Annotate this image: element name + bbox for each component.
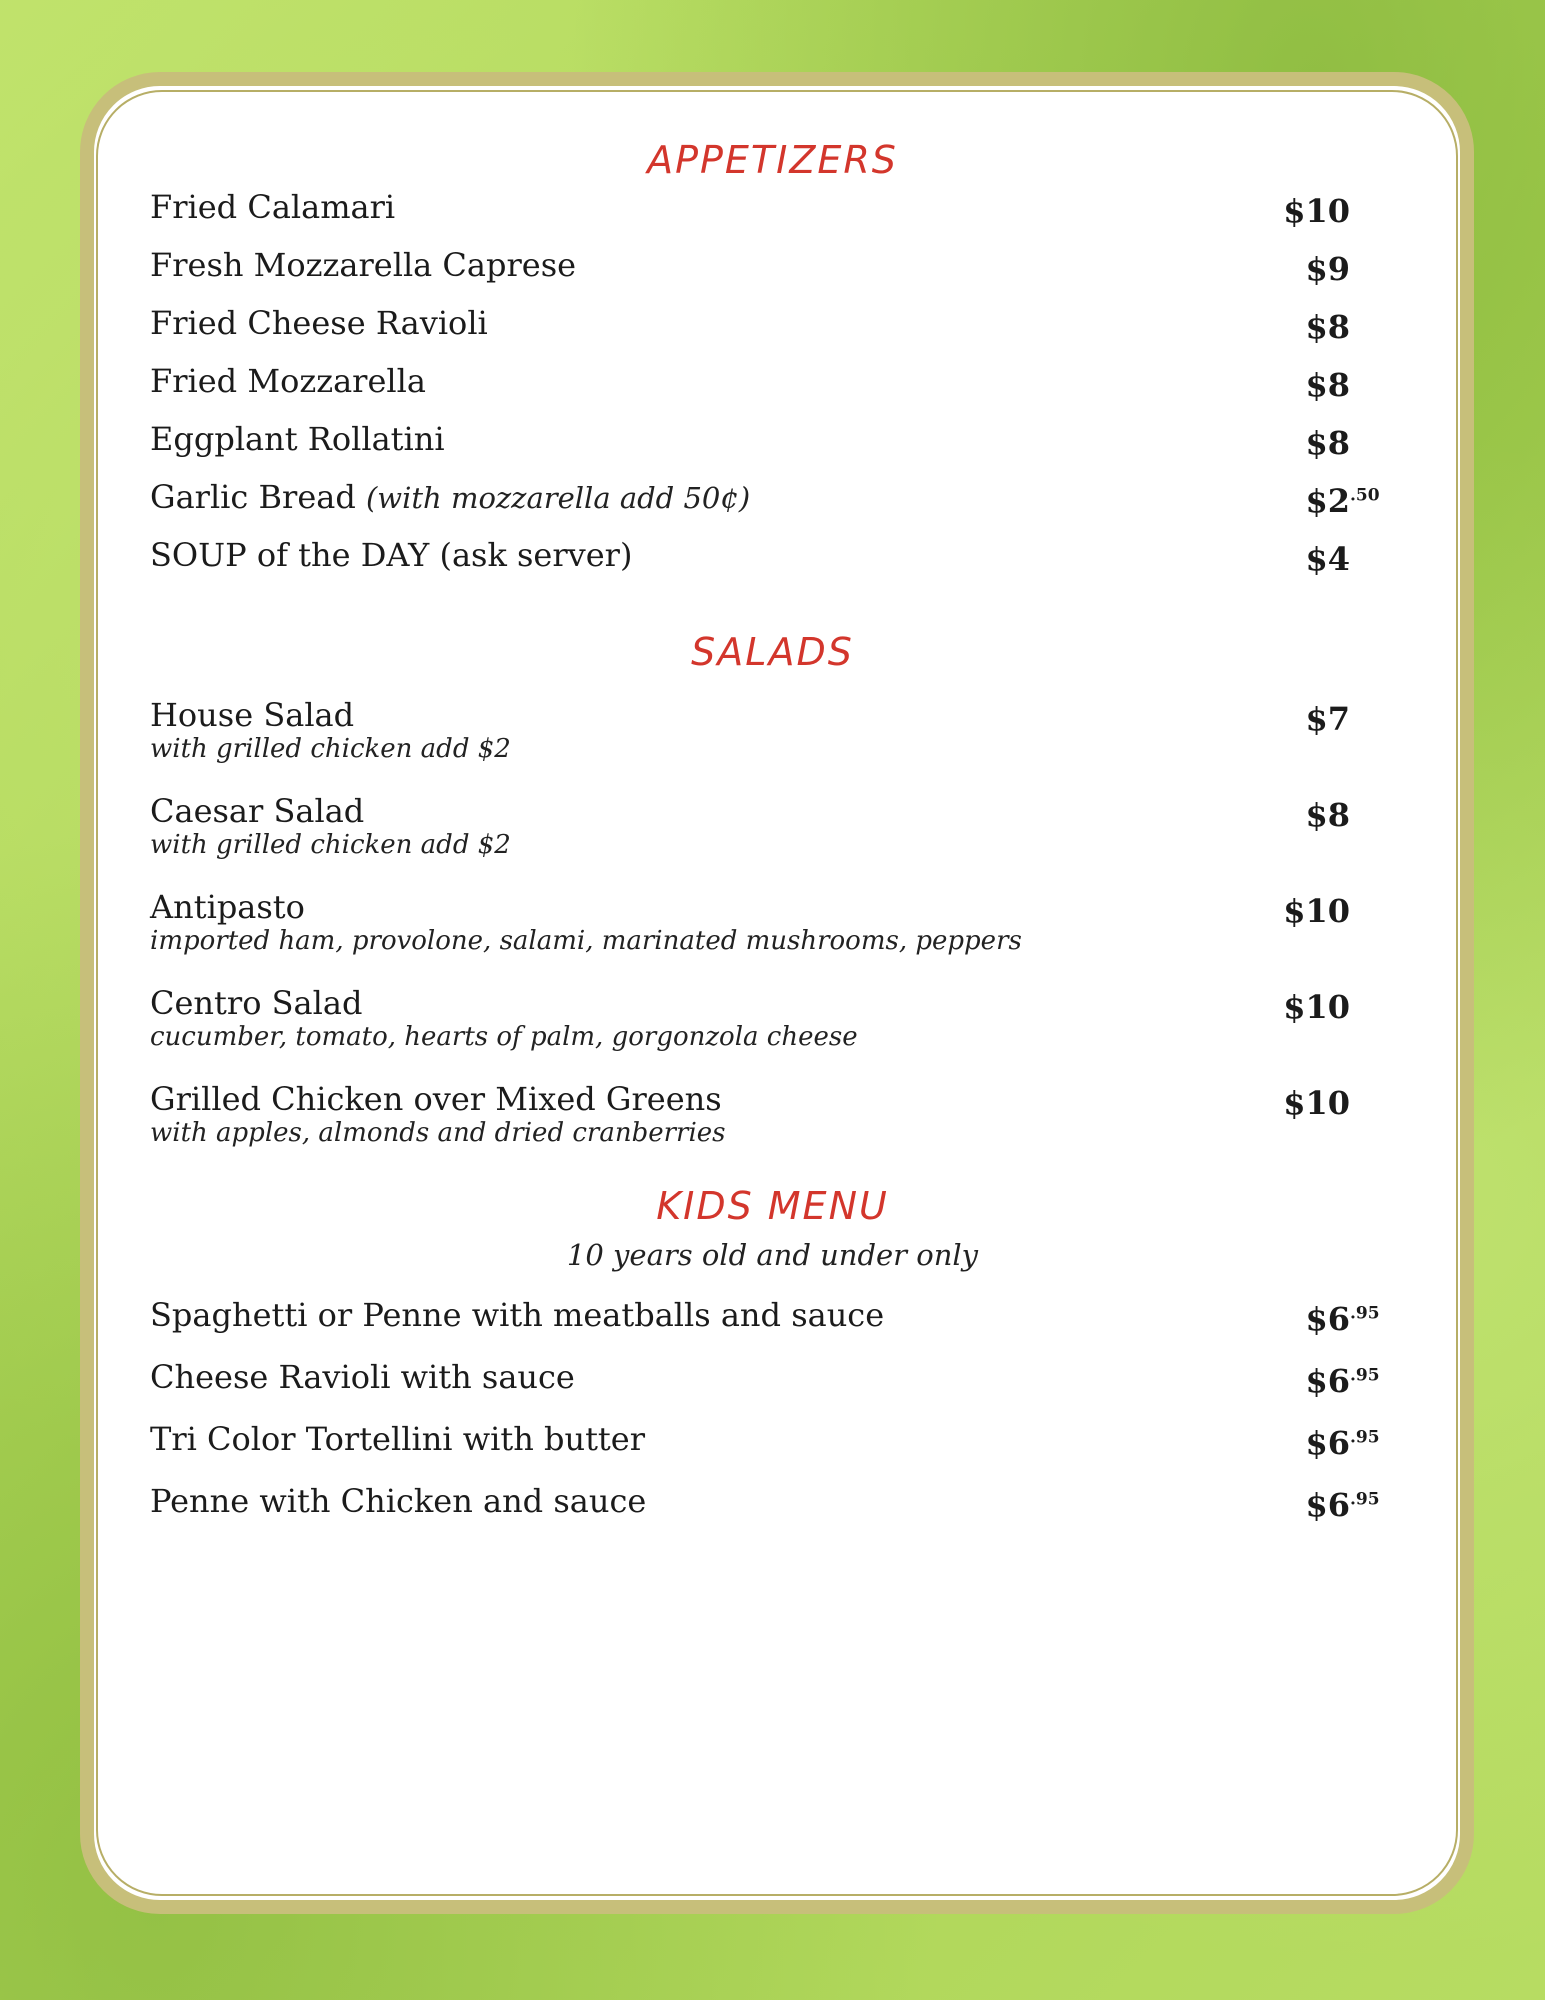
item-description: with grilled chicken add $2 bbox=[150, 830, 511, 860]
item-price: $10 bbox=[1283, 892, 1350, 930]
item-price: $8 bbox=[1305, 796, 1350, 834]
salads-heading: SALADS bbox=[691, 630, 854, 674]
menu-item bbox=[150, 696, 1410, 776]
item-price: $8 bbox=[1305, 366, 1350, 404]
menu-item bbox=[150, 304, 1410, 364]
item-price: $\$6^{.95}$ bbox=[1305, 1362, 1380, 1400]
item-price: $7 bbox=[1305, 700, 1350, 738]
item-name: Cheese Ravioli with sauce bbox=[150, 1358, 575, 1396]
menu-item bbox=[150, 888, 1410, 968]
item-description: imported ham, provolone, salami, marinated mushrooms, peppers bbox=[150, 926, 1022, 956]
item-description: cucumber, tomato, hearts of palm, gorgonzola cheese bbox=[150, 1022, 858, 1052]
item-name: Fried Cheese Ravioli bbox=[150, 304, 488, 342]
item-name: Fried Mozzarella bbox=[150, 362, 426, 400]
item-name: Eggplant Rollatini bbox=[150, 420, 445, 458]
item-name: Garlic Bread (with mozzarella add 50¢) bbox=[150, 478, 751, 516]
appetizers-heading: APPETIZERS bbox=[647, 138, 898, 182]
kids-menu-heading: KIDS MENU bbox=[656, 1184, 889, 1228]
item-name: Antipasto bbox=[150, 888, 305, 926]
item-name: SOUP of the DAY (ask server) bbox=[150, 536, 633, 574]
menu-item bbox=[150, 1358, 1410, 1418]
item-price: $\$6^{.95}$ bbox=[1305, 1300, 1380, 1338]
item-name: Centro Salad bbox=[150, 984, 363, 1022]
item-price: $10 bbox=[1283, 1084, 1350, 1122]
item-price: $8 bbox=[1305, 424, 1350, 462]
menu-item bbox=[150, 420, 1410, 480]
item-name: Fresh Mozzarella Caprese bbox=[150, 246, 577, 284]
menu-item bbox=[150, 1420, 1410, 1480]
item-name: Grilled Chicken over Mixed Greens bbox=[150, 1080, 722, 1118]
item-name: Caesar Salad bbox=[150, 792, 365, 830]
menu-item bbox=[150, 1080, 1410, 1160]
menu-item bbox=[150, 1296, 1410, 1356]
item-name: House Salad bbox=[150, 696, 355, 734]
item-note: (with mozzarella add 50¢) bbox=[365, 481, 751, 515]
item-description: with apples, almonds and dried cranberries bbox=[150, 1118, 726, 1148]
menu-item bbox=[150, 1482, 1410, 1542]
menu-item bbox=[150, 536, 1410, 596]
menu-item bbox=[150, 362, 1410, 422]
item-name: Fried Calamari bbox=[150, 188, 396, 226]
kids-menu-subtitle: 10 years old and under only bbox=[566, 1238, 979, 1272]
item-price: $\$6^{.95}$ bbox=[1305, 1486, 1380, 1524]
item-price: $9 bbox=[1305, 250, 1350, 288]
item-price: $\$2^{.50}$ bbox=[1305, 482, 1380, 520]
menu-item bbox=[150, 984, 1410, 1064]
item-price: $4 bbox=[1305, 540, 1350, 578]
item-name: Spaghetti or Penne with meatballs and sauce bbox=[150, 1296, 885, 1334]
item-price: $8 bbox=[1305, 308, 1350, 346]
menu-item bbox=[150, 792, 1410, 872]
item-description: with grilled chicken add $2 bbox=[150, 734, 511, 764]
item-name: Tri Color Tortellini with butter bbox=[150, 1420, 646, 1458]
item-price: $10 bbox=[1283, 192, 1350, 230]
menu-item bbox=[150, 188, 1410, 248]
item-price: $\$6^{.95}$ bbox=[1305, 1424, 1380, 1462]
item-name: Penne with Chicken and sauce bbox=[150, 1482, 647, 1520]
menu-item bbox=[150, 478, 1410, 538]
item-price: $10 bbox=[1283, 988, 1350, 1026]
menu-item bbox=[150, 246, 1410, 306]
